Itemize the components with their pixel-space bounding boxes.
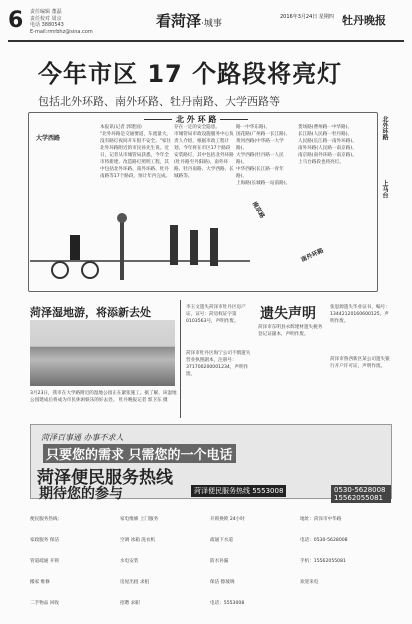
- ad-slogan: 菏泽百事通 办事不求人: [41, 433, 124, 442]
- classified-col: [300, 502, 390, 617]
- notice-title: 遗失声明: [260, 306, 316, 322]
- page-header: [8, 6, 404, 42]
- ad-hotline-title: 菏泽便民服务热线: [37, 468, 173, 488]
- classified-line: 招聘 求职: [120, 601, 140, 606]
- meta-line: 电话 3880543: [30, 22, 64, 28]
- map-label-north: 北外环路: [381, 116, 388, 140]
- notice-item: 菏泽市鲁西新区某公司遗失银行开户许可证，声明作废。: [330, 357, 390, 369]
- map-label-ring: 南外环路: [300, 247, 325, 264]
- classified-line: 空调 冰箱 洗衣机: [120, 538, 156, 543]
- ad-phone-1: 菏泽便民服务热线 5553008: [191, 485, 286, 497]
- classified-col: [30, 502, 115, 617]
- section-name: 看菏泽: [156, 12, 202, 30]
- editor-meta: [30, 9, 93, 35]
- meta-line: E-mail:rmrbhz@sina.com: [30, 28, 93, 35]
- notice-item: 张思源遗失毕业证书，编号：13442120160600125，声明作废。: [330, 305, 390, 324]
- paper-name: 牡丹晚报: [342, 14, 386, 27]
- map-label-daxue: 大学西路: [36, 135, 61, 142]
- section-sub: ·城事: [201, 19, 222, 29]
- article-col-3: 路一中华东路)、 国花路(广州路一长江路)、 黄河西路(中华路一大学路)、 大学西路(牡丹路一人民路)、 中华西路(长江路一青年路)、 上海路(长城路一站前路)。: [236, 125, 291, 186]
- article-col-4: 货场路(曹州路一中华路)、 长江路(人民路一牡丹路)、 人民路(长江路一南外环路)、 南外环路(人民路一南京路)、 南京路(南外环路一南京路)。 上马台路段也将亮灯。: [298, 125, 357, 165]
- service-ad-banner: [30, 424, 392, 502]
- subheadline: 包括北外环路、南外环路、牡丹南路、大学西路等: [38, 95, 280, 108]
- classified-line: 搬家 维修: [30, 580, 50, 585]
- classified-col: [120, 502, 205, 617]
- route-label: 北 外 环 路: [140, 114, 252, 125]
- classified-line: 开锁换锁 24小时: [210, 517, 245, 522]
- notice-item: 菏泽市牡丹区海宁公司不慎遗失营业执照副本，注册号：371700200001234，声明作废。: [186, 351, 251, 377]
- ad-sub: 期待您的参与: [39, 486, 123, 502]
- map-label-nanjing: 南京路: [250, 200, 266, 220]
- classified-line: 水电安装: [120, 559, 139, 564]
- classified-line: 家政服务 保洁: [30, 538, 60, 543]
- classified-line: 房屋出租 求租: [120, 580, 150, 585]
- classified-line: 保洁 擦玻璃: [210, 580, 235, 585]
- section-title: [156, 10, 222, 31]
- wetland-title: 菏泽湿地游，将添新去处: [30, 306, 151, 319]
- meta-line: 责任编辑 董磊: [30, 9, 62, 15]
- ad-phone-2: 0530-5628008 15562055081: [331, 485, 391, 503]
- classified-col: [210, 502, 295, 617]
- classified-line: 手机：15562055081: [300, 559, 346, 564]
- meta-line: 责任校对 周京: [30, 15, 62, 22]
- ad-tagline: 只要您的需求 只需您的一个电话: [43, 444, 236, 463]
- article-col-2: 存在一定的安全隐患。 市城管局市政设施服务中心负责人介绍，根据市政工程计划，今年将在市区17个路段安装路灯，其中包括北外环路(牡丹路至丹阳路)、南外环路、牡丹南路、大学西路、长城路等。: [174, 125, 234, 179]
- classified-line: 地址：菏泽市中华路: [300, 517, 342, 522]
- classified-line: 管道疏通 开锁: [30, 559, 60, 564]
- classified-line: 疏通下水道: [210, 538, 233, 543]
- classified-line: 便民服务热线：: [30, 517, 63, 522]
- issue-date: 2016年3月24日 星期四: [280, 14, 334, 20]
- street-illustration: [30, 180, 250, 290]
- classified-line: 电话：5553008: [210, 601, 245, 606]
- classified-line: 家电维修 上门服务: [120, 517, 159, 522]
- notice-item: 李玉文遗失菏泽市牡丹区房产证，证号：菏房权证字第0103563号，声明作废。: [186, 305, 246, 324]
- page-number: 6: [8, 8, 24, 33]
- classified-line: 电话：0530-5628008: [300, 538, 348, 543]
- notice-item: 菏泽市东明县永辉建材遗失税务登记证副本，声明作废。: [258, 325, 323, 337]
- classified-line: 二手物品 回收: [30, 601, 60, 606]
- classified-line: 欢迎来电: [300, 580, 319, 585]
- headline: 今年市区 17 个路段将亮灯: [38, 60, 343, 88]
- divider: [180, 300, 181, 418]
- wetland-photo: [30, 320, 175, 386]
- map-label-shangma: 上马台: [381, 180, 388, 198]
- wetland-caption: 3月23日，我市在大学路附近的湿地公园正在紧张施工。据了解，该湿地公园建成后将成为市民休闲娱乐的好去处。 牡丹晚报记者 郭卫东 摄: [30, 391, 177, 403]
- classified-line: 防水补漏: [210, 559, 229, 564]
- article-col-1: 本报讯(记者 郭建国) "北外环路是交通要道，车流量大，没有路灯夜间开车很不安全。"家住北外环路附近的市民孙先生说。近日，记者从市城管局获悉，今年全市将新建、改造路灯照明工程，其中包括北外环路、南外环路、牡丹南路等17个路段，预计年内完成。: [100, 125, 172, 179]
